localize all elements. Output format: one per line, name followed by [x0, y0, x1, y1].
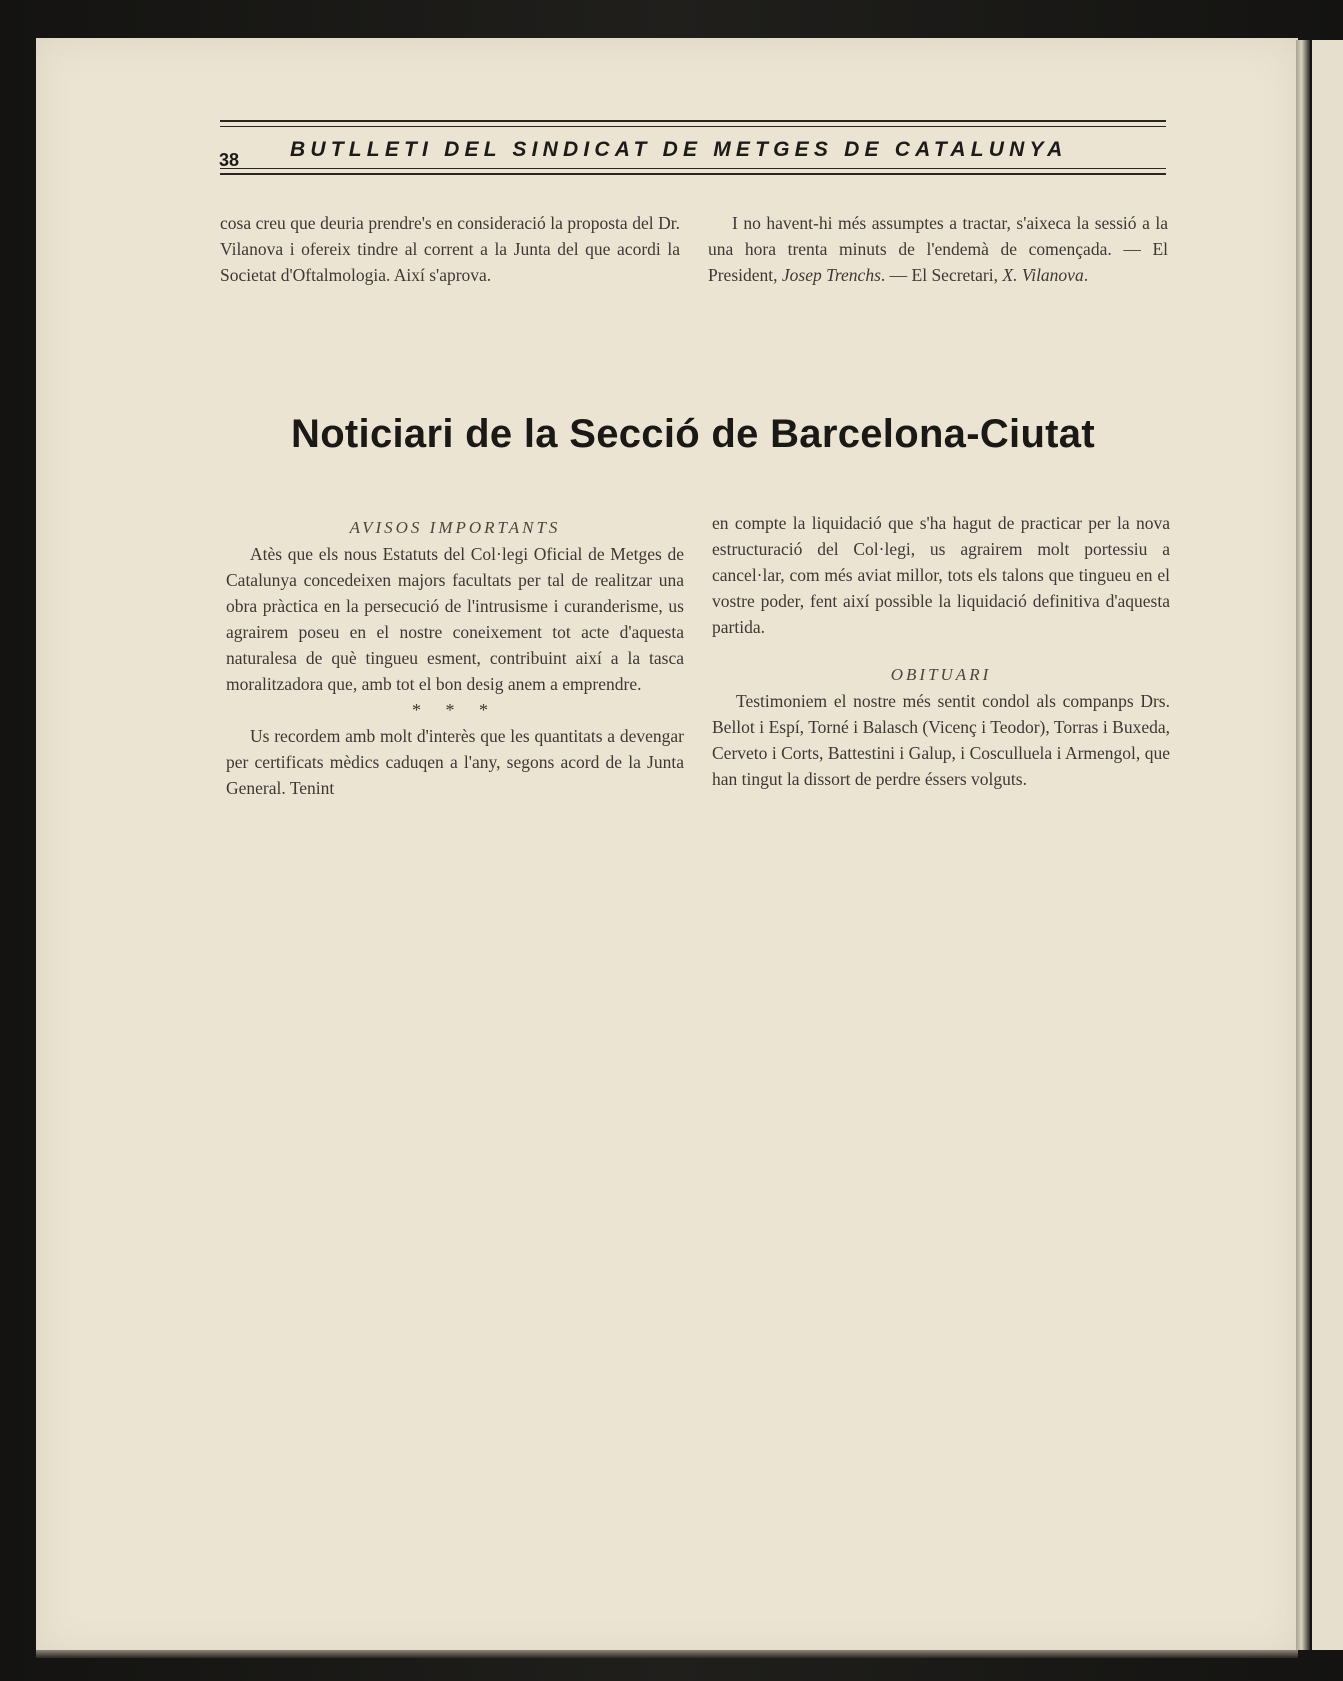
obituari-paragraph: Testimoniem el nostre més sentit condol als companps Drs. Bellot i Espí, Torné i Balasch (Vicenç i Teodor), Torras i Buxeda, Cerveto i Corts, Battestini i Galup, i Cosculluela i Armengol, que han tingut la dissort de perdre éssers volguts.	[712, 691, 1170, 789]
secretary-name: X. Vilanova	[1002, 265, 1084, 285]
header-rule	[220, 168, 1166, 169]
end-period: .	[1083, 265, 1089, 285]
avisos-paragraph-2: Us recordem amb molt d'interès que les quantitats a devengar per certificats mèdics caduqen a l'any, segons acord de la Junta General. Tenint	[226, 726, 684, 798]
minutes-left-column	[220, 210, 680, 288]
running-title: BUTLLETI DEL SINDICAT DE METGES DE CATALUNYA	[290, 138, 1068, 161]
minutes-closing-text: I no havent-hi més assumptes a tractar, s'aixeca la sessió a la una hora trenta minuts de l'endemà de començada. — El President,	[708, 213, 1168, 285]
header-rule	[220, 120, 1166, 122]
page-bottom-shadow	[36, 1650, 1298, 1658]
header-rule	[220, 173, 1166, 175]
section-title: Noticiari de la Secció de Barcelona-Ciutat	[291, 412, 1095, 456]
right-column	[712, 510, 1170, 792]
page-edge	[1296, 40, 1310, 1650]
facing-page-strip	[1312, 40, 1343, 1650]
minutes-right-column	[708, 210, 1168, 288]
avisos-heading: AVISOS IMPORTANTS	[349, 518, 561, 537]
header-rule	[220, 126, 1166, 127]
spacer	[712, 640, 1170, 662]
president-name: Josep Trenchs	[781, 265, 881, 285]
section-separator: * * *	[412, 700, 498, 720]
avisos-paragraph-1: Atès que els nous Estatuts del Col·legi Oficial de Metges de Catalunya concedeixen majors facultats per tal de realitzar una obra pràctica en la persecució de l'intrusisme i curanderisme, us agrairem poseu en el nostre coneixement tot acte d'aquesta naturalesa de què tingueu esment, contribuint així a la tasca moralitzadora que, amb tot el bon desig anem a emprendre.	[226, 544, 684, 694]
secretary-label: . — El Secretari,	[880, 265, 998, 285]
avisos-paragraph-2-continued: en compte la liquidació que s'ha hagut de practicar per la nova estructuració del Col·legi, us agrairem molt portessiu a cancel·lar, com més aviat millor, tots els talons que tingueu en el vostre poder, fent així possible la liquidació definitiva d'aquesta partida.	[712, 513, 1170, 637]
avisos-column	[226, 515, 684, 801]
obituari-heading: OBITUARI	[890, 665, 992, 684]
minutes-right-paragraph	[708, 210, 1168, 288]
page-number: 38	[219, 150, 240, 170]
minutes-left-paragraph: cosa creu que deuria prendre's en consideració la proposta del Dr. Vilanova i ofereix tindre al corrent a la Junta del que acordi la Societat d'Oftalmologia. Així s'aprova.	[220, 213, 680, 285]
